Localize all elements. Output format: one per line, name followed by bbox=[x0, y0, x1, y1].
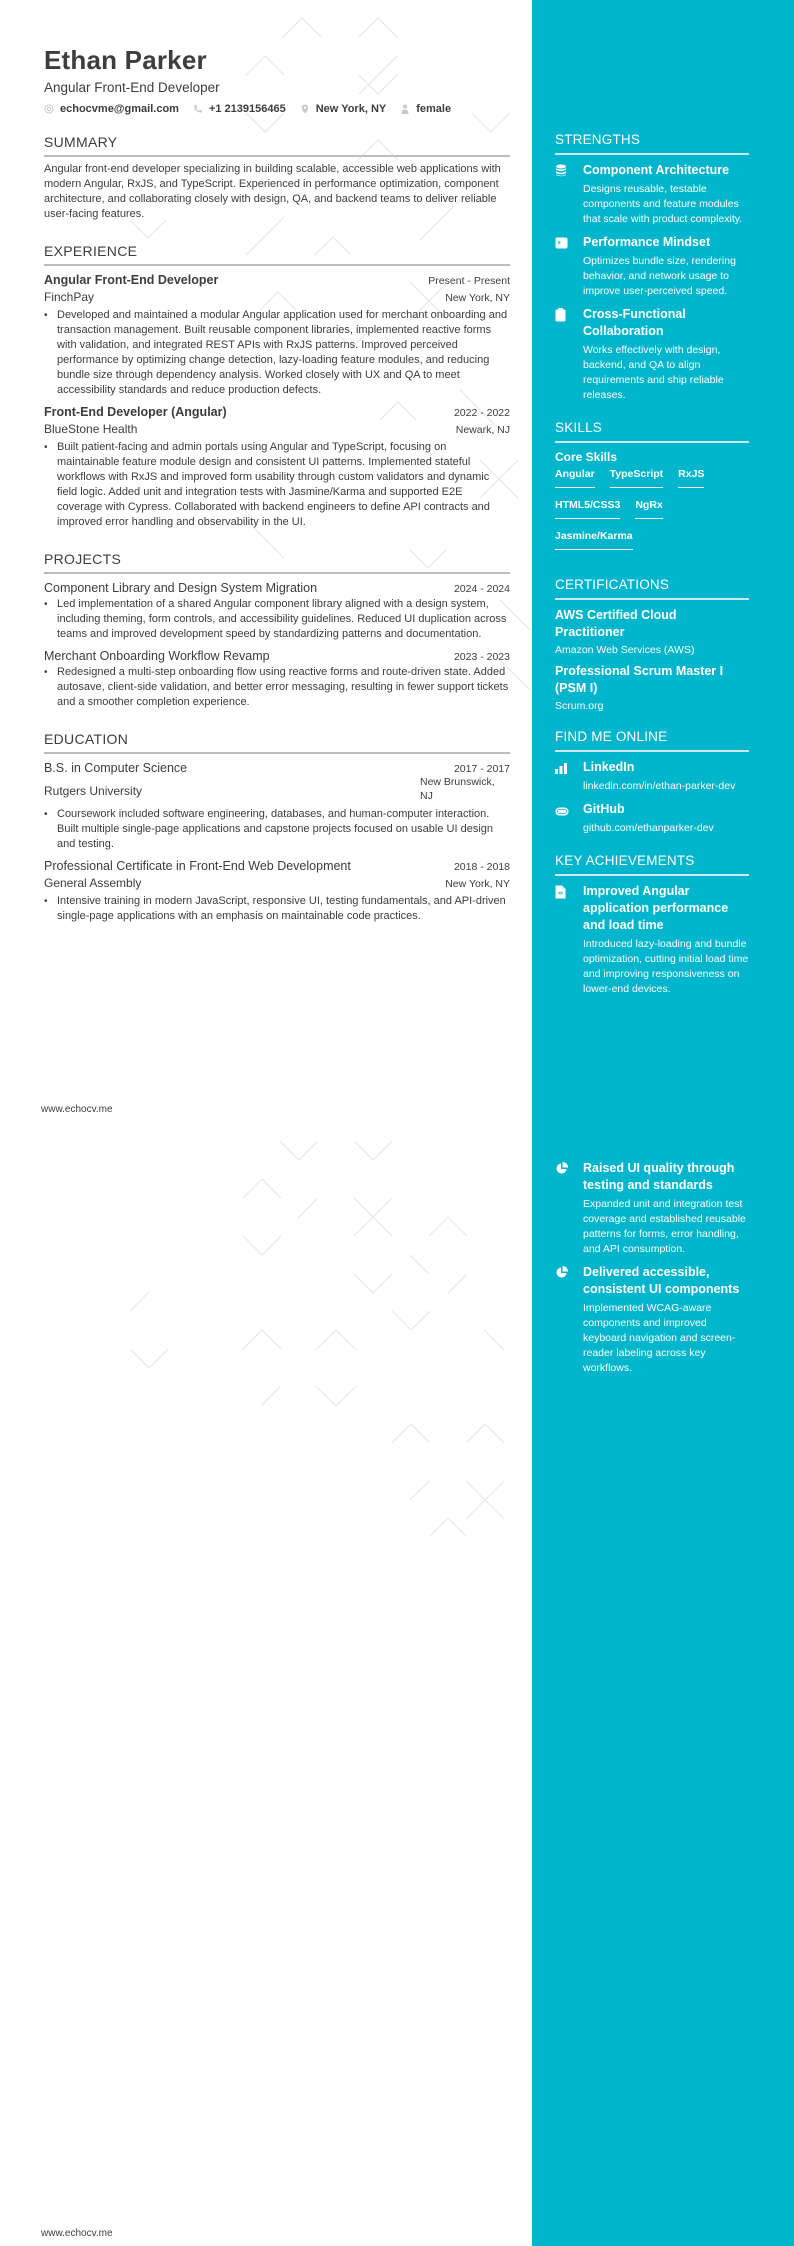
education-entry bbox=[44, 859, 510, 924]
database-icon bbox=[555, 164, 567, 181]
company-name: FinchPay bbox=[44, 290, 95, 304]
online-item-github[interactable] bbox=[555, 801, 749, 836]
experience-entry bbox=[44, 405, 510, 530]
job-bullet: • Built patient-facing and admin portals using Angular and TypeScript, focusing on maintainable feature module design and consistent UI patterns. Implemented stateful workflows with RxJS and improved form usability through custom validators and dynamic field logic. Added unit and integration tests with Jasmine/Karma and supported E2E coverage with Cypress. Collaborated with backend engineers to define API contracts and improved error handling and observability in the UI. bbox=[55, 440, 510, 530]
pie-chart-icon bbox=[555, 1162, 568, 1179]
certification-org: Scrum.org bbox=[555, 700, 604, 712]
contact-location bbox=[300, 103, 387, 115]
project-entry bbox=[44, 649, 510, 710]
contact-gender bbox=[400, 103, 451, 115]
bar-chart-icon bbox=[555, 761, 567, 778]
certification-name: Professional Scrum Master I (PSM I) bbox=[555, 664, 724, 695]
skills-list bbox=[555, 467, 749, 560]
location-pin-icon bbox=[300, 104, 310, 114]
pie-chart-icon bbox=[555, 1266, 568, 1283]
company-name: BlueStone Health bbox=[44, 422, 138, 436]
clipboard-icon bbox=[555, 309, 566, 326]
strength-desc: Optimizes bundle size, rendering behavior, and network usage to improve user-perceived speed. bbox=[583, 255, 736, 297]
achievement-desc: Expanded unit and integration test coverage and established reusable patterns for forms, error handling, and API consumption. bbox=[583, 1198, 746, 1255]
footer-url-page-2[interactable]: www.echocv.me bbox=[41, 2228, 113, 2239]
battery-icon bbox=[555, 803, 569, 820]
skills-section bbox=[555, 419, 749, 560]
online-section bbox=[555, 728, 749, 836]
terminal-icon bbox=[555, 236, 568, 253]
school-name: Rutgers University bbox=[44, 783, 143, 798]
main-column bbox=[44, 44, 510, 924]
achievement-item bbox=[555, 1160, 749, 1257]
job-title: Front-End Developer (Angular) bbox=[44, 405, 227, 419]
achievements-section bbox=[555, 852, 749, 997]
skill-tag: NgRx bbox=[635, 498, 662, 519]
achievement-title: Delivered accessible, consistent UI components bbox=[583, 1265, 740, 1296]
online-url[interactable]: linkedin.com/in/ethan-parker-dev bbox=[583, 780, 736, 792]
contact-phone[interactable] bbox=[193, 103, 286, 115]
sidebar-page-2 bbox=[555, 1160, 749, 1376]
degree-name: B.S. in Computer Science bbox=[44, 761, 188, 775]
strength-desc: Designs reusable, testable components and feature modules that scale with product complexity. bbox=[583, 183, 743, 225]
sidebar bbox=[555, 131, 749, 1013]
online-label: GitHub bbox=[583, 802, 625, 816]
job-dates: Present - Present bbox=[428, 275, 510, 287]
project-title: Component Library and Design System Migration bbox=[44, 581, 318, 595]
section-heading-skills: SKILLS bbox=[555, 419, 749, 443]
achievement-title: Improved Angular application performance and load time bbox=[583, 884, 729, 932]
certification-org: Amazon Web Services (AWS) bbox=[555, 644, 695, 656]
education-dates: 2018 - 2018 bbox=[453, 861, 510, 873]
achievement-desc: Introduced lazy-loading and bundle optimization, cutting initial load time and improving responsiveness on lower-end devices. bbox=[583, 938, 749, 995]
section-heading-certifications: CERTIFICATIONS bbox=[555, 576, 749, 600]
online-label: LinkedIn bbox=[583, 760, 635, 774]
project-title: Merchant Onboarding Workflow Revamp bbox=[44, 649, 270, 663]
summary-section bbox=[44, 133, 510, 222]
project-bullet: • Redesigned a multi-step onboarding flow using reactive forms and route-driven state. Added autosave, client-side validation, and better error messaging, resulting in fewer support tickets and a smoother completion experience. bbox=[55, 665, 510, 710]
project-dates: 2024 - 2024 bbox=[453, 583, 510, 595]
location-text: New York, NY bbox=[315, 103, 387, 115]
education-entry bbox=[44, 761, 510, 852]
project-dates: 2023 - 2023 bbox=[453, 651, 510, 663]
summary-text: Angular front-end developer specializing in building scalable, accessible web applications with modern Angular, RxJS, and TypeScript. Experienced in performance optimization, component architecture, and collaborating closely with design, QA, and backend teams to deliver reliable user-facing features. bbox=[44, 163, 501, 220]
footer-url-page-1[interactable]: www.echocv.me bbox=[41, 1104, 113, 1115]
at-icon bbox=[44, 104, 54, 114]
strength-desc: Works effectively with design, backend, and QA to align requirements and ship reliable releases. bbox=[583, 344, 724, 401]
online-url[interactable]: github.com/ethanparker-dev bbox=[583, 822, 714, 834]
projects-section bbox=[44, 550, 510, 710]
strength-title: Component Architecture bbox=[583, 163, 730, 177]
gender-text: female bbox=[416, 103, 452, 115]
section-heading-projects: PROJECTS bbox=[44, 550, 510, 574]
contact-email[interactable] bbox=[44, 103, 179, 115]
phone-text: +1 2139156465 bbox=[208, 103, 286, 115]
school-name: General Assembly bbox=[44, 876, 142, 890]
section-heading-achievements: KEY ACHIEVEMENTS bbox=[555, 852, 749, 876]
strength-item bbox=[555, 306, 749, 403]
document-icon bbox=[555, 886, 566, 903]
experience-section bbox=[44, 242, 510, 530]
job-location: New York, NY bbox=[445, 292, 510, 304]
certification-name: AWS Certified Cloud Practitioner bbox=[555, 608, 677, 639]
skill-tag: RxJS bbox=[678, 467, 704, 488]
section-heading-experience: EXPERIENCE bbox=[44, 242, 510, 266]
strength-item bbox=[555, 162, 749, 227]
achievement-title: Raised UI quality through testing and standards bbox=[583, 1161, 735, 1192]
strength-title: Cross-Functional Collaboration bbox=[583, 307, 686, 338]
education-bullet: • Intensive training in modern JavaScript, responsive UI, testing fundamentals, and API-driven single-page applications with an emphasis on maintainable code practices. bbox=[55, 894, 510, 924]
section-heading-online: FIND ME ONLINE bbox=[555, 728, 749, 752]
email-text: echocvme@gmail.com bbox=[60, 103, 179, 115]
contact-info bbox=[44, 103, 510, 115]
job-dates: 2022 - 2022 bbox=[453, 407, 510, 419]
education-dates: 2017 - 2017 bbox=[453, 763, 510, 775]
experience-entry bbox=[44, 273, 510, 398]
section-heading-strengths: STRENGTHS bbox=[555, 131, 749, 155]
phone-icon bbox=[193, 104, 203, 114]
skill-tag: TypeScript bbox=[610, 467, 663, 488]
achievement-item bbox=[555, 1264, 749, 1376]
candidate-title: Angular Front-End Developer bbox=[44, 80, 220, 95]
job-bullet: • Developed and maintained a modular Angular application used for merchant onboarding and transaction management. Built reusable component libraries, implemented reactive forms with validation, and integrated REST APIs with RxJS patterns. Improved perceived performance by optimizing change detection, lazy-loading feature modules, and reducing bundle size through dependency analysis. Worked closely with UX and QA to meet accessibility standards and reduce production defects. bbox=[55, 308, 510, 398]
education-bullet: • Coursework included software engineering, databases, and human-computer interaction. Built multiple single-page applications and capstone projects focused on usable UI design and testing. bbox=[55, 807, 510, 852]
skill-tag: Angular bbox=[555, 467, 595, 488]
candidate-name: Ethan Parker bbox=[44, 45, 207, 75]
achievement-desc: Implemented WCAG-aware components and improved keyboard navigation and screen-reader labeling across key workflows. bbox=[583, 1302, 736, 1374]
skills-group-label: Core Skills bbox=[555, 450, 618, 464]
section-heading-summary: SUMMARY bbox=[44, 133, 510, 157]
project-entry bbox=[44, 581, 510, 642]
section-heading-education: EDUCATION bbox=[44, 730, 510, 754]
person-icon bbox=[400, 104, 410, 114]
online-item-linkedin[interactable] bbox=[555, 759, 749, 794]
skill-tag: HTML5/CSS3 bbox=[555, 498, 620, 519]
education-section bbox=[44, 730, 510, 924]
job-title: Angular Front-End Developer bbox=[44, 273, 219, 287]
school-location: New Brunswick, NJ bbox=[420, 776, 495, 802]
certifications-section bbox=[555, 576, 749, 712]
strength-item bbox=[555, 234, 749, 299]
strengths-section bbox=[555, 131, 749, 403]
skill-tag: Jasmine/Karma bbox=[555, 529, 633, 550]
achievement-item bbox=[555, 883, 749, 997]
strength-title: Performance Mindset bbox=[583, 235, 711, 249]
project-bullet: • Led implementation of a shared Angular component library aligned with a design system, including theming, form controls, and accessibility guidelines. Reduced UI duplication across teams and improved development speed by standardizing patterns and documentation. bbox=[55, 597, 510, 642]
job-location: Newark, NJ bbox=[455, 424, 510, 436]
degree-name: Professional Certificate in Front-End Web Development bbox=[44, 859, 351, 873]
school-location: New York, NY bbox=[445, 878, 510, 890]
